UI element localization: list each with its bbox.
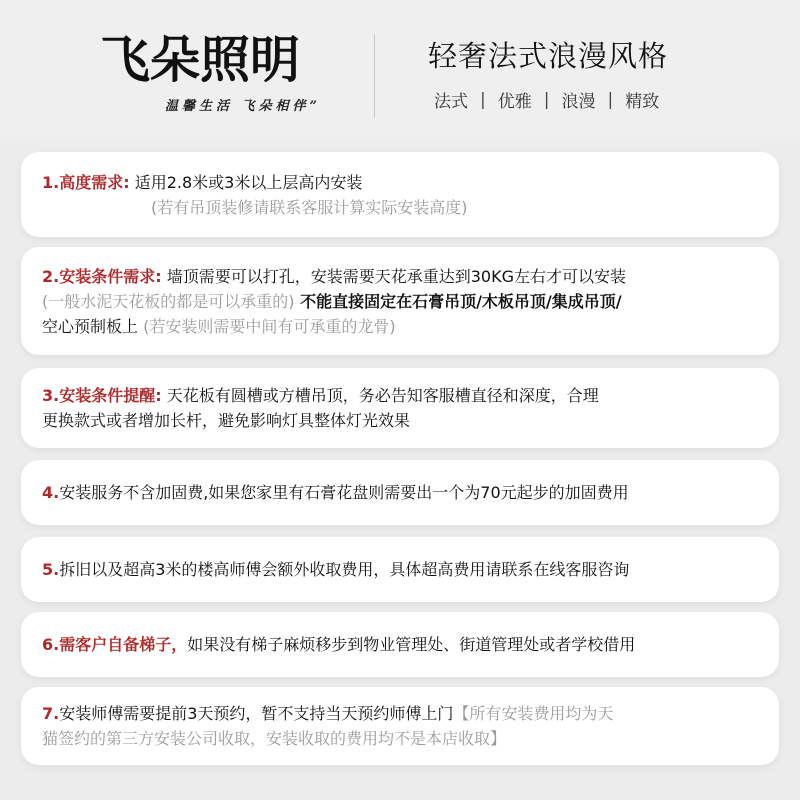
notice-card-extra-fee — [21, 537, 779, 602]
notice-label: 3.安装条件提醒: — [42, 386, 162, 405]
notice-line — [42, 383, 765, 408]
style-tag: 优雅 — [497, 92, 532, 112]
notice-line — [42, 557, 765, 582]
header-divider — [374, 34, 375, 118]
style-tags — [434, 87, 659, 112]
notice-label: 7. — [42, 704, 60, 723]
notice-text: 空心预制板上 — [42, 316, 139, 336]
notice-line — [42, 701, 765, 726]
style-tag: 浪漫 — [561, 92, 596, 112]
notice-label: 1.高度需求: — [42, 172, 130, 192]
style-title: 轻奢法式浪漫风格 — [428, 39, 669, 73]
notice-note: (若有吊顶装修请联系客服计算实际安装高度) — [151, 197, 468, 217]
notice-card-ladder — [21, 612, 779, 677]
notice-note: (若安装则需要中间有可承重的龙骨) — [138, 316, 396, 336]
notice-line — [42, 314, 765, 339]
brand-logo: 飞朵照明 — [100, 30, 300, 89]
notice-card-install-reminder — [21, 368, 779, 448]
notice-text: 适用2.8米或3米以上层高内安装 — [129, 172, 363, 192]
notice-text: 安装师傅需要提前3天预约，暂不支持当天预约师傅上门 — [59, 704, 454, 723]
notice-line — [42, 170, 765, 195]
notice-text: 安装服务不含加固费,如果您家里有石膏花盘则需要出一个为70元起步的加固费用 — [59, 483, 629, 502]
tag-separator: | — [480, 89, 486, 110]
notice-line — [42, 264, 765, 289]
notice-text: 拆旧以及超高3米的楼高师傅会额外收取费用，具体超高费用请联系在线客服咨询 — [59, 560, 630, 579]
notice-card-height — [21, 152, 779, 237]
notice-label: 6.需客户自备梯子， — [42, 635, 188, 654]
notice-note: (一般水泥天花板的都是可以承重的) — [42, 291, 295, 311]
notice-text: 不能直接固定在石膏吊顶/木板吊顶/集成吊顶/ — [294, 291, 622, 311]
notice-text: 如果没有梯子麻烦移步到物业管理处、街道管理处或者学校借用 — [187, 635, 636, 654]
notice-card-appointment — [21, 687, 779, 765]
notice-card-reinforcement-fee — [21, 460, 779, 525]
style-tag: 精致 — [625, 92, 660, 112]
tag-separator: | — [543, 89, 550, 110]
brand-header — [0, 0, 800, 140]
notice-text: 天花板有圆槽或方槽吊顶，务必告知客服槽直径和深度，合理 — [161, 386, 599, 405]
notice-label: 2.安装条件需求: — [42, 266, 162, 286]
notice-note: 【所有安装费用均为天 — [453, 704, 614, 723]
style-tag: 法式 — [434, 92, 468, 112]
notice-line — [42, 480, 765, 505]
notice-label: 5. — [42, 560, 60, 579]
notice-label: 4. — [42, 483, 60, 502]
notice-text: 墙顶需要可以打孔，安装需要天花承重达到30KG左右才可以安装 — [161, 266, 626, 286]
brand-slogan: 温馨生活 飞朵相伴” — [165, 99, 322, 114]
notice-text: 更换款式或者增加长杆，避免影响灯具整体灯光效果 — [42, 411, 411, 430]
tag-separator: | — [607, 89, 614, 110]
notice-line — [42, 632, 765, 657]
notice-card-install-conditions — [21, 247, 779, 355]
notice-note: 猫签约的第三方安装公司收取，安装收取的费用均不是本店收取】 — [42, 729, 507, 748]
notice-line — [42, 289, 765, 314]
